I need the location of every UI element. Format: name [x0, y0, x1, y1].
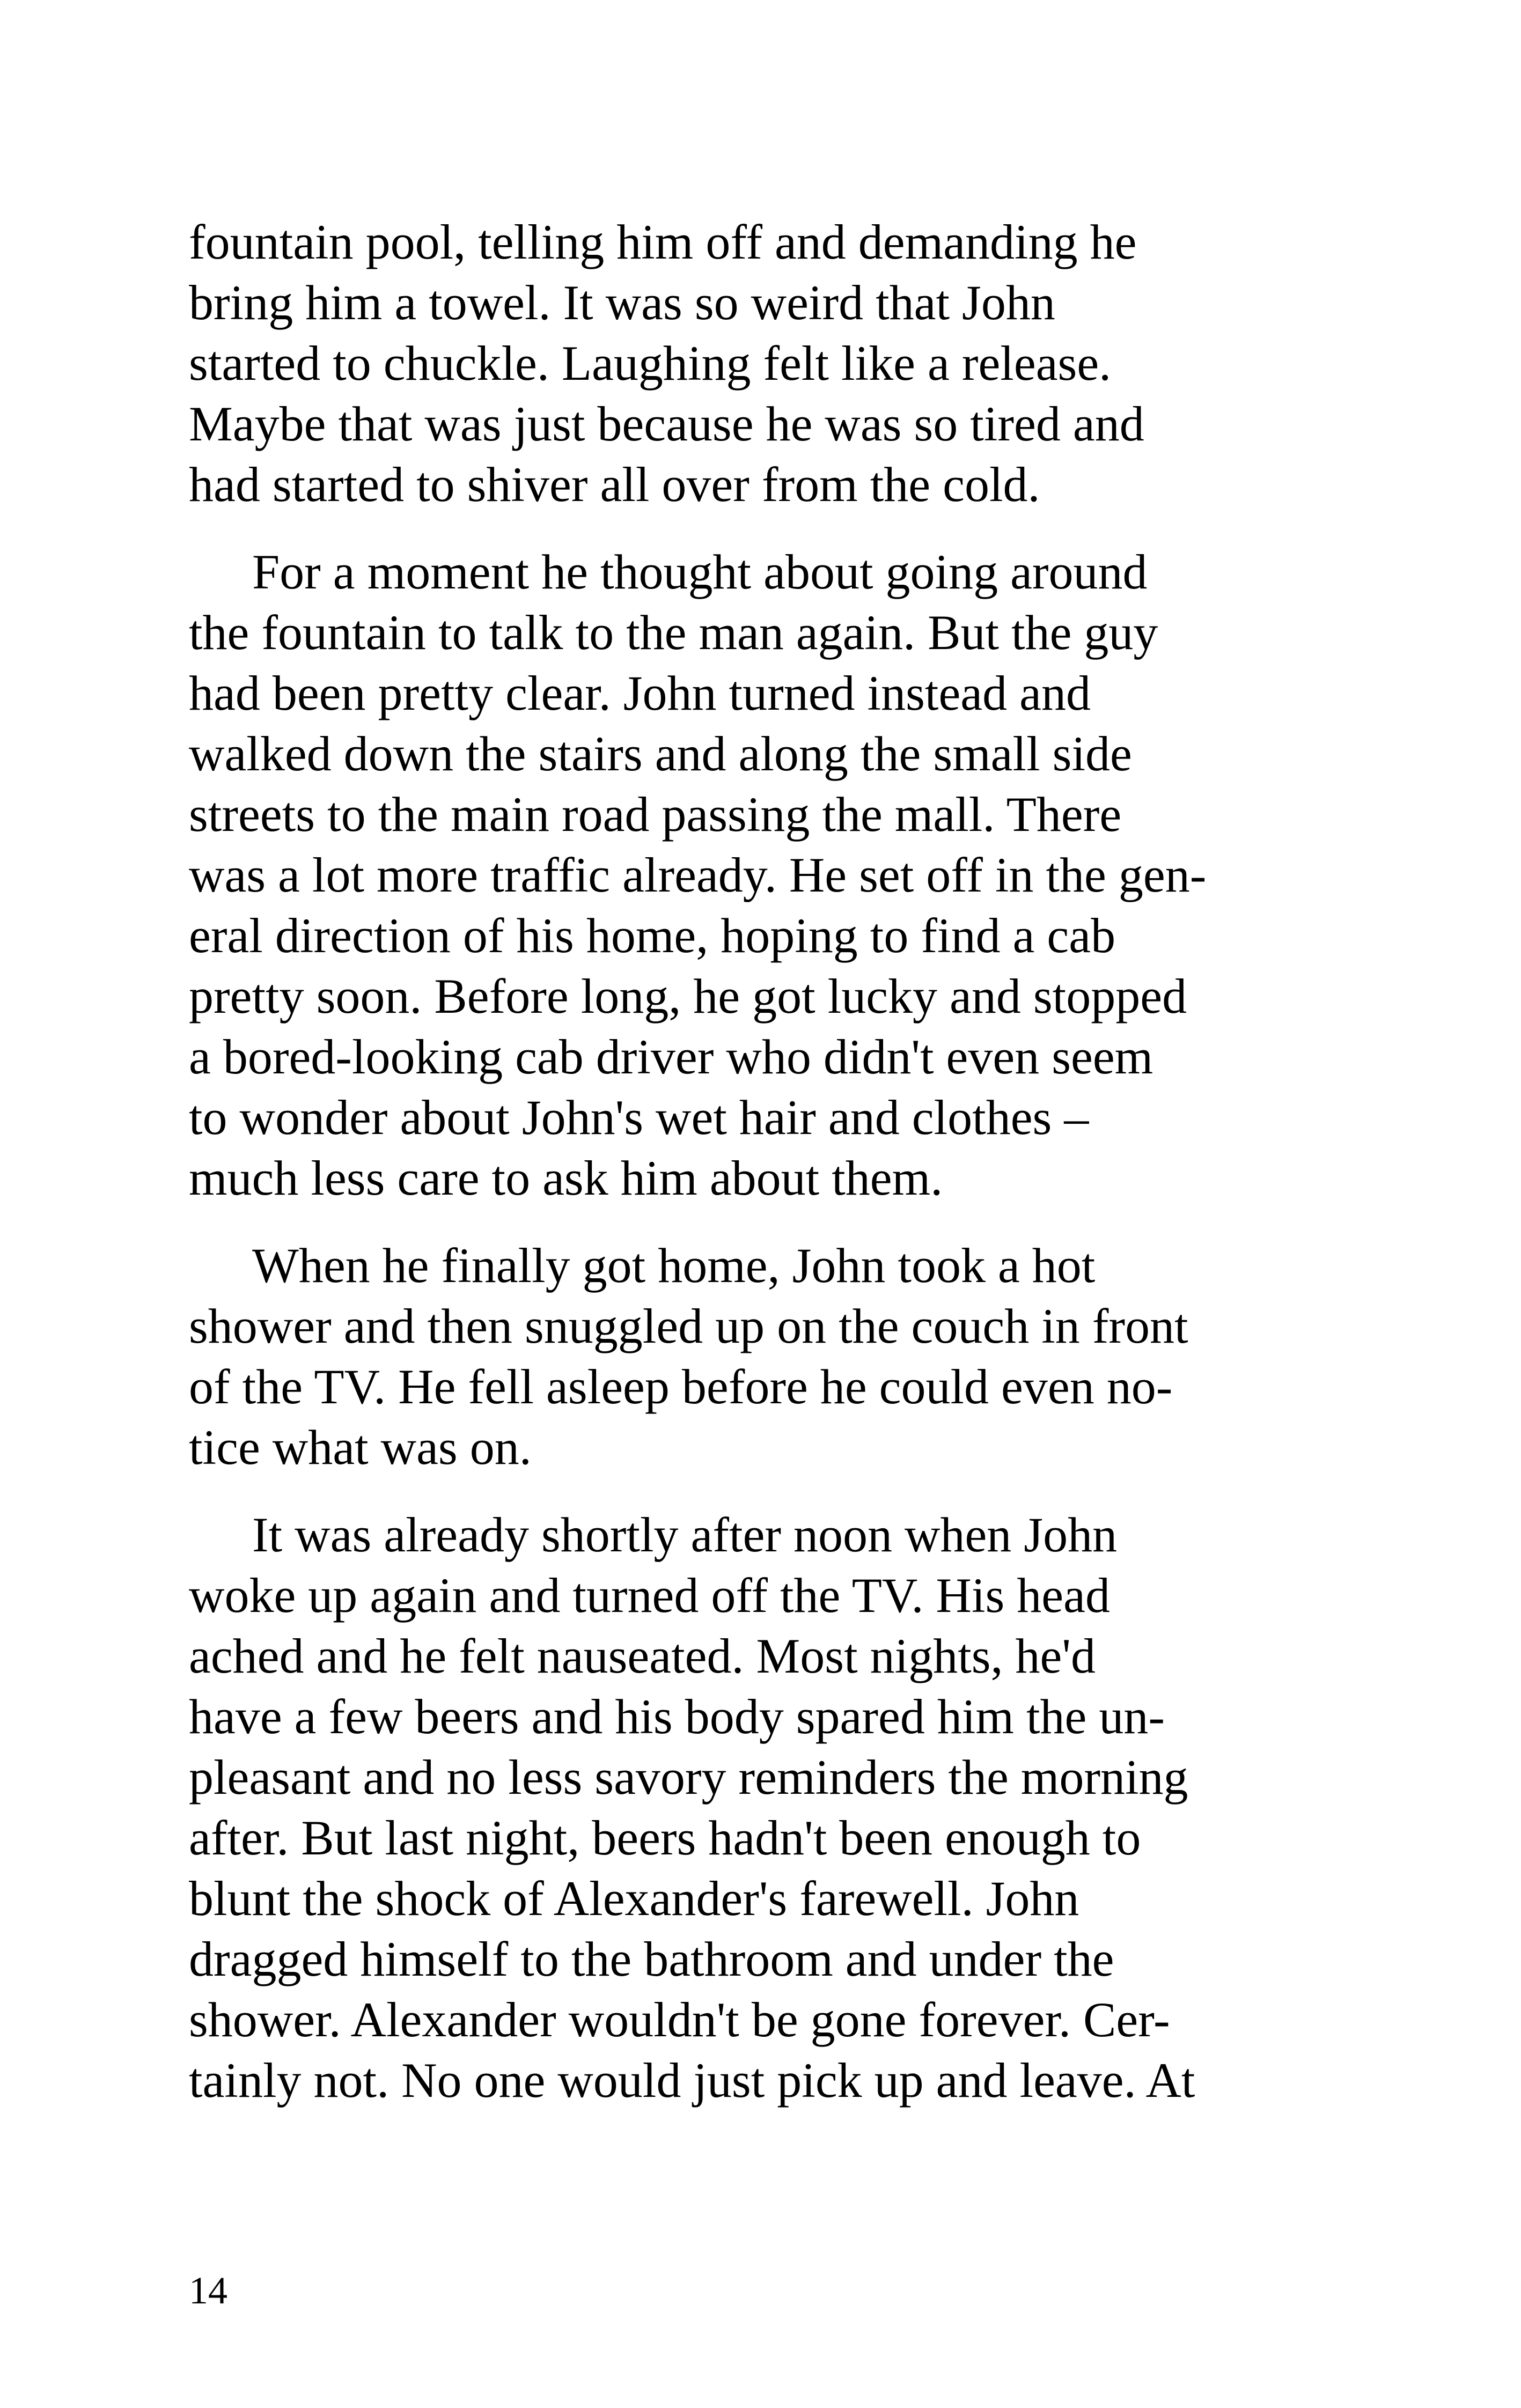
text-line: tice what was on. [189, 1420, 532, 1475]
paragraph-2 [189, 542, 1305, 1209]
text-line: shower. Alexander wouldn't be gone forever. Cer- [189, 1992, 1170, 2047]
paragraph-4 [189, 1505, 1305, 2111]
text-line: walked down the stairs and along the small side [189, 726, 1132, 781]
text-line: pleasant and no less savory reminders the morning [189, 1750, 1188, 1805]
paragraph-spacing [189, 515, 1305, 542]
text-line: have a few beers and his body spared him the un- [189, 1689, 1165, 1744]
text-line: pretty soon. Before long, he got lucky and stopped [189, 969, 1187, 1023]
text-line: fountain pool, telling him off and demanding he [189, 215, 1137, 269]
text-line: It was already shortly after noon when John [252, 1507, 1118, 1562]
paragraph-spacing [189, 1209, 1305, 1235]
text-line: blunt the shock of Alexander's farewell. John [189, 1871, 1079, 1926]
text-line: woke up again and turned off the TV. His head [189, 1568, 1110, 1623]
text-line: bring him a towel. It was so weird that John [189, 275, 1055, 330]
paragraph-spacing [189, 1478, 1305, 1505]
text-line: the fountain to talk to the man again. But the guy [189, 605, 1158, 660]
text-line: When he finally got home, John took a hot [252, 1238, 1096, 1293]
text-line: eral direction of his home, hoping to find a cab [189, 908, 1116, 963]
body-text [189, 212, 1305, 2111]
text-line: ached and he felt nauseated. Most nights, he'd [189, 1629, 1096, 1683]
text-line: had started to shiver all over from the cold. [189, 457, 1040, 512]
text-line: Maybe that was just because he was so tired and [189, 396, 1144, 451]
text-line: much less care to ask him about them. [189, 1151, 943, 1205]
text-line: to wonder about John's wet hair and clothes – [189, 1090, 1089, 1145]
paragraph-1 [189, 212, 1305, 515]
text-line: streets to the main road passing the mall. There [189, 787, 1122, 842]
text-line: started to chuckle. Laughing felt like a release. [189, 336, 1112, 391]
text-line: dragged himself to the bathroom and under the [189, 1932, 1114, 1986]
text-line: For a moment he thought about going around [252, 544, 1148, 599]
text-line: shower and then snuggled up on the couch in front [189, 1299, 1188, 1353]
text-line: of the TV. He fell asleep before he could even no- [189, 1359, 1173, 1414]
paragraph-3 [189, 1235, 1305, 1478]
text-line: had been pretty clear. John turned instead and [189, 666, 1091, 720]
text-line: after. But last night, beers hadn't been enough to [189, 1810, 1141, 1865]
text-line: a bored-looking cab driver who didn't even seem [189, 1029, 1153, 1084]
text-line: tainly not. No one would just pick up and leave. At [189, 2053, 1195, 2108]
text-line: was a lot more traffic already. He set off in the gen- [189, 848, 1207, 902]
page-number: 14 [189, 2269, 227, 2312]
